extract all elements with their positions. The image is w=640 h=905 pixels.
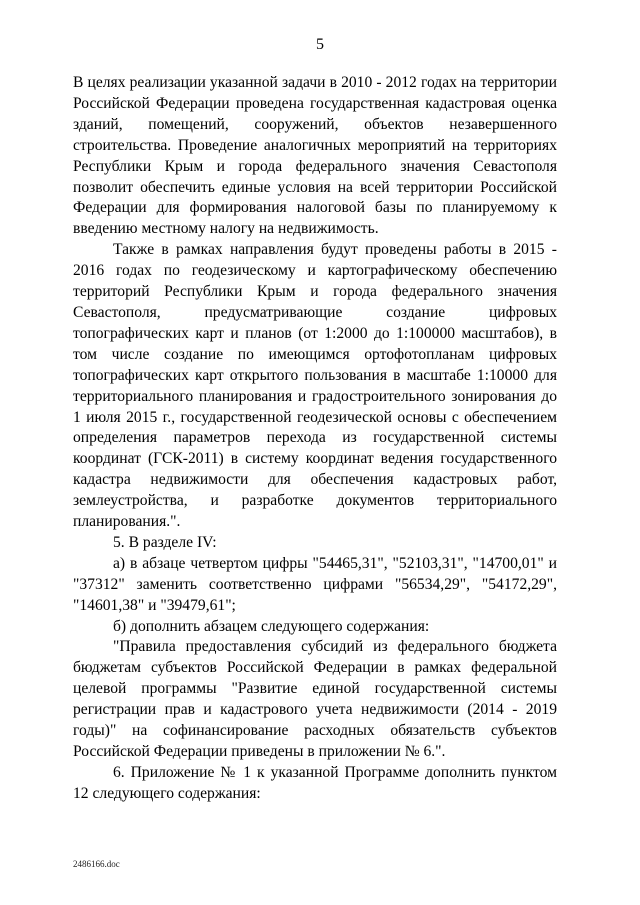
page-number: 5 [316, 36, 324, 53]
paragraph-cadastral-valuation: В целях реализации указанной задачи в 2010 - 2012 годах на территории Российской Федерации проведена государственная кадастровая оценка зданий, помещений, сооружений, объектов незавершенного строительства. Проведение аналогичных мероприятий на территориях Республики Крым и города федерального значения Севастополя позволит обеспечить единые условия на всей территории Российской Федерации для формирования налоговой базы по планируемому к введению местному налогу на недвижимость. [73, 74, 557, 238]
paragraph-subsidy-rules: "Правила предоставления субсидий из федерального бюджета бюджетам субъектов Российской Федерации в рамках федеральной целевой программы "Развитие единой государственной системы регистрации прав и кадастрового учета недвижимости (2014 - 2019 годы)" на софинансирование расходных обязательств субъектов Российской Федерации приведены в приложении № 6.". [73, 638, 557, 760]
paragraph-geodetic-works: Также в рамках направления будут проведены работы в 2015 - 2016 годах по геодезическому и картографическому обеспечению территорий Республики Крым и города федерального значения Севастополя, предусматривающие создание цифровых топографических карт и планов (от 1:2000 до 1:100000 масштабов), в том числе создание по имеющимся ортофотопланам цифровых топографических карт открытого пользования в масштабе 1:10000 для территориального планирования и градостроительного зонирования до 1 июля 2015 г., государственной геодезической основы с обеспечением определения параметров перехода из государственной системы координат (ГСК-2011) в систему координат ведения государственного кадастра недвижимости для обеспечения кадастровых работ, землеустройства, и разработке документов территориального планирования.". [73, 241, 557, 531]
paragraph-item-6: 6. Приложение № 1 к указанной Программе дополнить пунктом 12 следующего содержания: [73, 763, 557, 802]
document-body [73, 73, 557, 805]
paragraph-item-5a: а) в абзаце четвертом цифры "54465,31", "52103,31", "14700,01" и "37312" заменить соответственно цифрами "56534,29", "54172,29", "14601,38" и "39479,61"; [73, 554, 557, 614]
paragraph-item-5: 5. В разделе IV: [113, 533, 217, 551]
footer-document-code: 2486166.doc [73, 859, 120, 869]
paragraph-item-5b: б) дополнить абзацем следующего содержания: [113, 617, 430, 635]
